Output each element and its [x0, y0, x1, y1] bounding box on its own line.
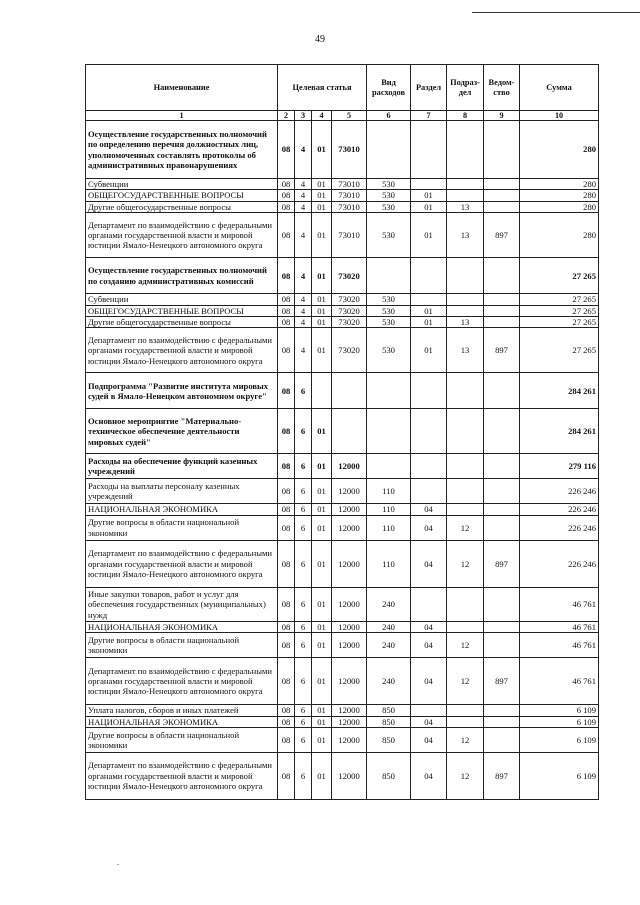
cell-rz [411, 373, 447, 409]
cell-c3: 01 [312, 258, 332, 294]
cell-c1: 08 [278, 258, 295, 294]
column-number: 6 [367, 111, 411, 121]
cell-c4 [332, 373, 367, 409]
cell-sum: 280 [520, 201, 599, 212]
cell-ved [484, 454, 520, 479]
cell-c2: 4 [295, 201, 312, 212]
cell-c2: 6 [295, 705, 312, 716]
cell-c3: 01 [312, 305, 332, 316]
cell-pr: 13 [447, 213, 484, 258]
cell-c2: 4 [295, 258, 312, 294]
cell-rz: 04 [411, 716, 447, 727]
cell-c3: 01 [312, 504, 332, 515]
cell-c4: 73020 [332, 328, 367, 373]
table-row [86, 317, 599, 328]
cell-vr: 110 [367, 479, 411, 504]
cell-pr [447, 587, 484, 621]
cell-pr [447, 305, 484, 316]
cell-ved [484, 633, 520, 658]
cell-name: Субвенции [86, 294, 278, 305]
column-number: 1 [86, 111, 278, 121]
cell-c1: 08 [278, 753, 295, 800]
cell-c2: 6 [295, 373, 312, 409]
table-row [86, 479, 599, 504]
cell-name: Расходы на обеспечение функций казенных учреждений [86, 454, 278, 479]
cell-c2: 6 [295, 454, 312, 479]
cell-c4: 12000 [332, 479, 367, 504]
header-amount: Сумма [520, 65, 599, 111]
cell-c4: 12000 [332, 587, 367, 621]
cell-sum: 46 761 [520, 587, 599, 621]
cell-ved [484, 258, 520, 294]
cell-c4: 12000 [332, 633, 367, 658]
cell-name: Осуществление государственных полномочий по определению перечня должностных лиц, уполномоченных составлять протоколы об административных правонарушениях [86, 121, 278, 179]
cell-rz [411, 294, 447, 305]
cell-sum: 27 265 [520, 317, 599, 328]
cell-pr [447, 409, 484, 454]
cell-name: Расходы на выплаты персоналу казенных учреждений [86, 479, 278, 504]
cell-c1: 08 [278, 621, 295, 632]
cell-vr: 530 [367, 201, 411, 212]
cell-c1: 08 [278, 658, 295, 705]
cell-c4: 12000 [332, 753, 367, 800]
cell-c4: 73020 [332, 305, 367, 316]
cell-c3: 01 [312, 716, 332, 727]
cell-c1: 08 [278, 716, 295, 727]
cell-sum: 284 261 [520, 409, 599, 454]
cell-ved [484, 373, 520, 409]
cell-ved [484, 201, 520, 212]
cell-c2: 6 [295, 716, 312, 727]
cell-sum: 280 [520, 121, 599, 179]
cell-c1: 08 [278, 587, 295, 621]
cell-vr [367, 454, 411, 479]
cell-vr: 850 [367, 753, 411, 800]
cell-c4: 12000 [332, 705, 367, 716]
cell-c1: 08 [278, 317, 295, 328]
cell-c1: 08 [278, 479, 295, 504]
cell-rz: 04 [411, 504, 447, 515]
cell-name: Субвенции [86, 179, 278, 190]
table-row [86, 190, 599, 201]
cell-c4: 12000 [332, 621, 367, 632]
cell-pr [447, 121, 484, 179]
cell-c4: 12000 [332, 504, 367, 515]
cell-name: Уплата налогов, сборов и иных платежей [86, 705, 278, 716]
cell-c3: 01 [312, 409, 332, 454]
cell-vr: 530 [367, 328, 411, 373]
cell-vr: 530 [367, 294, 411, 305]
cell-c2: 4 [295, 294, 312, 305]
cell-c3: 01 [312, 658, 332, 705]
cell-rz: 01 [411, 305, 447, 316]
cell-c3: 01 [312, 728, 332, 753]
cell-c3: 01 [312, 515, 332, 540]
cell-c4: 12000 [332, 540, 367, 587]
cell-pr [447, 179, 484, 190]
cell-name: Другие вопросы в области национальной экономики [86, 633, 278, 658]
cell-vr: 530 [367, 317, 411, 328]
cell-rz: 01 [411, 201, 447, 212]
cell-c1: 08 [278, 454, 295, 479]
table-body [86, 121, 599, 800]
table-row [86, 328, 599, 373]
cell-rz: 04 [411, 621, 447, 632]
cell-c2: 4 [295, 317, 312, 328]
cell-sum: 27 265 [520, 305, 599, 316]
cell-sum: 27 265 [520, 258, 599, 294]
cell-sum: 27 265 [520, 328, 599, 373]
cell-rz: 01 [411, 190, 447, 201]
table-row [86, 454, 599, 479]
cell-c4: 73010 [332, 190, 367, 201]
cell-c4: 12000 [332, 728, 367, 753]
cell-vr [367, 121, 411, 179]
cell-c2: 6 [295, 658, 312, 705]
cell-c2: 6 [295, 479, 312, 504]
cell-name: Другие общегосударственные вопросы [86, 201, 278, 212]
budget-table [85, 64, 599, 800]
cell-name: Департамент по взаимодействию с федеральными органами государственной власти и мировой юстиции Ямало-Ненецкого автономного округа [86, 540, 278, 587]
cell-c4 [332, 409, 367, 454]
cell-c2: 6 [295, 504, 312, 515]
cell-vr: 110 [367, 515, 411, 540]
cell-ved [484, 294, 520, 305]
cell-vr [367, 409, 411, 454]
table-row [86, 213, 599, 258]
cell-c3: 01 [312, 454, 332, 479]
cell-rz [411, 258, 447, 294]
cell-c1: 08 [278, 121, 295, 179]
column-number: 2 [278, 111, 295, 121]
cell-c4: 73010 [332, 121, 367, 179]
cell-c2: 6 [295, 409, 312, 454]
cell-pr [447, 504, 484, 515]
header-name: Наименование [86, 65, 278, 111]
cell-c1: 08 [278, 515, 295, 540]
cell-c2: 4 [295, 328, 312, 373]
cell-name: Департамент по взаимодействию с федеральными органами государственной власти и мировой юстиции Ямало-Ненецкого автономного округа [86, 213, 278, 258]
cell-c3: 01 [312, 317, 332, 328]
cell-name: Другие вопросы в области национальной экономики [86, 515, 278, 540]
cell-ved [484, 409, 520, 454]
table-row [86, 716, 599, 727]
table-row [86, 121, 599, 179]
cell-c3: 01 [312, 213, 332, 258]
cell-sum: 46 761 [520, 658, 599, 705]
column-number: 5 [332, 111, 367, 121]
cell-pr: 13 [447, 317, 484, 328]
cell-rz: 04 [411, 658, 447, 705]
cell-c3: 01 [312, 121, 332, 179]
cell-ved: 897 [484, 213, 520, 258]
cell-ved [484, 179, 520, 190]
cell-ved [484, 317, 520, 328]
cell-c4: 73010 [332, 213, 367, 258]
cell-rz: 04 [411, 753, 447, 800]
header-target: Целевая статья [278, 65, 367, 111]
cell-vr: 530 [367, 213, 411, 258]
cell-name: Основное мероприятие "Материально-техническое обеспечение деятельности мировых судей" [86, 409, 278, 454]
cell-vr: 850 [367, 705, 411, 716]
cell-c1: 08 [278, 179, 295, 190]
table-row [86, 658, 599, 705]
cell-ved [484, 716, 520, 727]
cell-c2: 4 [295, 179, 312, 190]
table-row [86, 201, 599, 212]
cell-sum: 280 [520, 179, 599, 190]
cell-c4: 12000 [332, 658, 367, 705]
table-row [86, 373, 599, 409]
table-row [86, 305, 599, 316]
table-row [86, 587, 599, 621]
cell-c3: 01 [312, 479, 332, 504]
header-section: Раздел [411, 65, 447, 111]
cell-sum: 280 [520, 190, 599, 201]
cell-c3: 01 [312, 540, 332, 587]
cell-c4: 12000 [332, 515, 367, 540]
cell-sum: 46 761 [520, 633, 599, 658]
cell-ved [484, 190, 520, 201]
cell-c1: 08 [278, 705, 295, 716]
cell-vr: 850 [367, 716, 411, 727]
cell-c2: 6 [295, 515, 312, 540]
cell-c1: 08 [278, 201, 295, 212]
cell-rz [411, 587, 447, 621]
cell-c3: 01 [312, 587, 332, 621]
cell-c3: 01 [312, 294, 332, 305]
cell-name: Департамент по взаимодействию с федеральными органами государственной власти и мировой юстиции Ямало-Ненецкого автономного округа [86, 658, 278, 705]
cell-name: НАЦИОНАЛЬНАЯ ЭКОНОМИКА [86, 621, 278, 632]
cell-sum: 226 246 [520, 515, 599, 540]
cell-vr: 850 [367, 728, 411, 753]
table-row [86, 728, 599, 753]
cell-pr [447, 258, 484, 294]
cell-pr: 12 [447, 753, 484, 800]
column-number-row [86, 111, 599, 121]
cell-c2: 4 [295, 190, 312, 201]
cell-name: Иные закупки товаров, работ и услуг для обеспечения государственных (муниципальных) нужд [86, 587, 278, 621]
cell-c4: 73010 [332, 201, 367, 212]
cell-rz [411, 705, 447, 716]
cell-pr: 13 [447, 201, 484, 212]
table-row [86, 633, 599, 658]
cell-ved [484, 479, 520, 504]
cell-sum: 226 246 [520, 479, 599, 504]
cell-sum: 6 109 [520, 716, 599, 727]
column-number: 7 [411, 111, 447, 121]
header-subsection: Подраз-дел [447, 65, 484, 111]
cell-c1: 08 [278, 328, 295, 373]
cell-name: ОБЩЕГОСУДАРСТВЕННЫЕ ВОПРОСЫ [86, 305, 278, 316]
cell-sum: 284 261 [520, 373, 599, 409]
cell-rz: 04 [411, 515, 447, 540]
header-row [86, 65, 599, 111]
cell-c3: 01 [312, 201, 332, 212]
top-rule [472, 12, 640, 13]
cell-pr [447, 705, 484, 716]
cell-c2: 6 [295, 728, 312, 753]
cell-c3: 01 [312, 621, 332, 632]
cell-c1: 08 [278, 190, 295, 201]
cell-ved [484, 705, 520, 716]
cell-c1: 08 [278, 373, 295, 409]
cell-ved [484, 121, 520, 179]
cell-c1: 08 [278, 633, 295, 658]
cell-rz [411, 479, 447, 504]
column-number: 8 [447, 111, 484, 121]
cell-vr: 530 [367, 190, 411, 201]
cell-sum: 6 109 [520, 753, 599, 800]
cell-pr [447, 190, 484, 201]
cell-ved: 897 [484, 328, 520, 373]
table-row [86, 705, 599, 716]
cell-rz [411, 179, 447, 190]
cell-sum: 226 246 [520, 540, 599, 587]
column-number: 10 [520, 111, 599, 121]
cell-vr: 240 [367, 587, 411, 621]
cell-c2: 6 [295, 753, 312, 800]
cell-rz: 01 [411, 328, 447, 373]
cell-pr: 12 [447, 633, 484, 658]
cell-c1: 08 [278, 540, 295, 587]
cell-rz: 04 [411, 728, 447, 753]
cell-sum: 6 109 [520, 705, 599, 716]
table-row [86, 515, 599, 540]
cell-pr [447, 716, 484, 727]
cell-ved: 897 [484, 540, 520, 587]
cell-name: ОБЩЕГОСУДАРСТВЕННЫЕ ВОПРОСЫ [86, 190, 278, 201]
cell-c4: 73020 [332, 258, 367, 294]
cell-ved [484, 515, 520, 540]
table-row [86, 540, 599, 587]
cell-sum: 280 [520, 213, 599, 258]
cell-vr [367, 258, 411, 294]
cell-name: НАЦИОНАЛЬНАЯ ЭКОНОМИКА [86, 716, 278, 727]
cell-pr: 12 [447, 515, 484, 540]
table-row [86, 258, 599, 294]
cell-pr [447, 621, 484, 632]
cell-vr: 240 [367, 633, 411, 658]
cell-vr: 530 [367, 179, 411, 190]
cell-c4: 12000 [332, 716, 367, 727]
cell-c1: 08 [278, 409, 295, 454]
cell-ved: 897 [484, 753, 520, 800]
cell-rz: 01 [411, 213, 447, 258]
cell-rz: 01 [411, 317, 447, 328]
cell-sum: 46 761 [520, 621, 599, 632]
cell-pr: 12 [447, 658, 484, 705]
cell-ved: 897 [484, 658, 520, 705]
table-row [86, 753, 599, 800]
cell-name: Другие вопросы в области национальной экономики [86, 728, 278, 753]
cell-c3: 01 [312, 328, 332, 373]
cell-ved [484, 504, 520, 515]
cell-vr: 110 [367, 540, 411, 587]
cell-name: НАЦИОНАЛЬНАЯ ЭКОНОМИКА [86, 504, 278, 515]
header-department: Ведом-ство [484, 65, 520, 111]
cell-c2: 4 [295, 121, 312, 179]
cell-c4: 12000 [332, 454, 367, 479]
cell-c1: 08 [278, 504, 295, 515]
cell-rz: 04 [411, 633, 447, 658]
cell-c2: 4 [295, 305, 312, 316]
cell-c2: 6 [295, 587, 312, 621]
cell-pr: 12 [447, 728, 484, 753]
column-number: 4 [312, 111, 332, 121]
cell-c4: 73020 [332, 294, 367, 305]
table-row [86, 179, 599, 190]
cell-c2: 6 [295, 540, 312, 587]
cell-name: Другие общегосударственные вопросы [86, 317, 278, 328]
table-row [86, 621, 599, 632]
cell-vr: 530 [367, 305, 411, 316]
cell-c1: 08 [278, 305, 295, 316]
cell-rz [411, 409, 447, 454]
cell-rz: 04 [411, 540, 447, 587]
column-number: 3 [295, 111, 312, 121]
footer-mark: . [117, 858, 119, 867]
page-number: 49 [315, 34, 325, 45]
cell-c3: 01 [312, 179, 332, 190]
cell-name: Департамент по взаимодействию с федеральными органами государственной власти и мировой юстиции Ямало-Ненецкого автономного округа [86, 753, 278, 800]
cell-vr: 110 [367, 504, 411, 515]
cell-c2: 6 [295, 633, 312, 658]
cell-name: Подпрограмма "Развитие института мировых судей в Ямало-Ненецком автономном округе" [86, 373, 278, 409]
cell-pr [447, 479, 484, 504]
cell-pr [447, 373, 484, 409]
cell-ved [484, 621, 520, 632]
table-row [86, 409, 599, 454]
cell-sum: 279 116 [520, 454, 599, 479]
table-row [86, 294, 599, 305]
cell-rz [411, 454, 447, 479]
cell-sum: 27 265 [520, 294, 599, 305]
cell-vr [367, 373, 411, 409]
cell-sum: 226 246 [520, 504, 599, 515]
cell-c2: 6 [295, 621, 312, 632]
cell-pr [447, 454, 484, 479]
cell-vr: 240 [367, 621, 411, 632]
cell-c3 [312, 373, 332, 409]
cell-c2: 4 [295, 213, 312, 258]
cell-c1: 08 [278, 213, 295, 258]
cell-vr: 240 [367, 658, 411, 705]
cell-c3: 01 [312, 190, 332, 201]
cell-pr [447, 294, 484, 305]
cell-ved [484, 305, 520, 316]
cell-c4: 73010 [332, 179, 367, 190]
cell-name: Осуществление государственных полномочий по созданию административных комиссий [86, 258, 278, 294]
cell-c3: 01 [312, 753, 332, 800]
cell-pr: 12 [447, 540, 484, 587]
cell-c3: 01 [312, 705, 332, 716]
cell-c4: 73020 [332, 317, 367, 328]
cell-c3: 01 [312, 633, 332, 658]
table-row [86, 504, 599, 515]
cell-name: Департамент по взаимодействию с федеральными органами государственной власти и мировой юстиции Ямало-Ненецкого автономного округа [86, 328, 278, 373]
cell-c1: 08 [278, 294, 295, 305]
cell-c1: 08 [278, 728, 295, 753]
header-expense-type: Вид расходов [367, 65, 411, 111]
cell-rz [411, 121, 447, 179]
column-number: 9 [484, 111, 520, 121]
cell-ved [484, 587, 520, 621]
cell-pr: 13 [447, 328, 484, 373]
cell-sum: 6 109 [520, 728, 599, 753]
cell-ved [484, 728, 520, 753]
